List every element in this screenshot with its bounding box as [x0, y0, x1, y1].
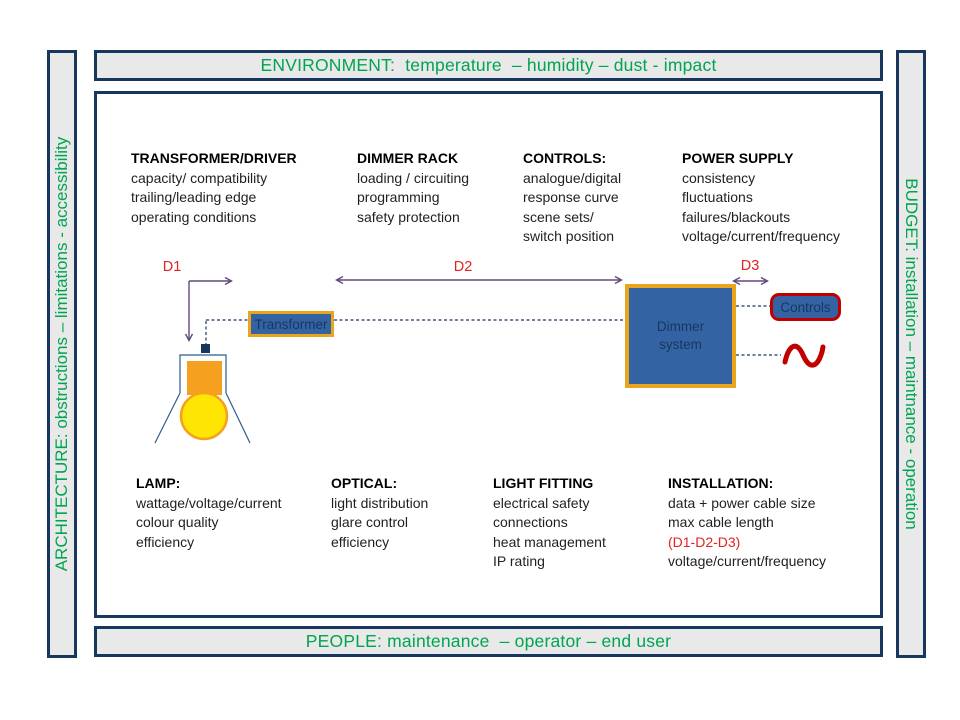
lamp-icon [155, 344, 250, 443]
controls-box [770, 293, 841, 321]
note-line: analogue/digital [523, 169, 622, 186]
note-line: operating conditions [131, 208, 257, 225]
note-line: max cable length [668, 514, 774, 530]
budget-banner [896, 50, 926, 658]
budget-banner-text: BUDGET: installation – maintnance - operation [902, 178, 921, 530]
note-line: heat management [493, 533, 606, 550]
note-heading: LIGHT FITTING [493, 475, 594, 491]
note-heading: CONTROLS: [523, 150, 607, 166]
note-transformer-driver [131, 149, 297, 227]
note-line: scene sets/ [523, 208, 594, 225]
note-line: wattage/voltage/current [136, 494, 282, 511]
note-line: safety protection [357, 208, 460, 225]
sine-wave-icon [785, 346, 823, 365]
note-controls [523, 149, 621, 247]
transformer-box-label: Transformer [254, 316, 328, 332]
note-heading: POWER SUPPLY [682, 150, 794, 166]
note-line: fluctuations [682, 189, 753, 205]
note-line: data + power cable size [668, 494, 816, 511]
note-light-fitting [493, 474, 606, 572]
controls-box-label: Controls [780, 299, 831, 315]
architecture-banner-text: ARCHITECTURE: obstructions – limitations - accessibility [52, 136, 71, 572]
note-line: colour quality [136, 514, 219, 530]
dimmer-system-box [625, 284, 736, 388]
note-line: electrical safety [493, 494, 590, 511]
note-line: trailing/leading edge [131, 189, 257, 205]
d3-label: D3 [740, 258, 760, 274]
note-heading: TRANSFORMER/DRIVER [131, 150, 297, 166]
note-line: capacity/ compatibility [131, 169, 268, 186]
note-line-distances: (D1-D2-D3) [668, 533, 741, 550]
people-banner [94, 626, 883, 657]
note-line: programming [357, 189, 440, 205]
note-heading: INSTALLATION: [668, 475, 774, 491]
note-line: loading / circuiting [357, 169, 470, 186]
note-line: response curve [523, 189, 619, 205]
note-lamp [136, 474, 282, 552]
note-power-supply [682, 149, 840, 247]
people-banner-text: PEOPLE: maintenance – operator – end user [305, 631, 672, 651]
environment-banner [94, 50, 883, 81]
d1-label: D1 [162, 259, 182, 275]
d1-arrow [189, 281, 231, 340]
note-installation [668, 474, 826, 572]
dimmer-box-line1: Dimmer [656, 319, 705, 334]
note-line: light distribution [331, 494, 429, 511]
note-heading: LAMP: [136, 475, 181, 491]
note-line: switch position [523, 228, 615, 244]
note-line: glare control [331, 514, 409, 530]
note-line: failures/blackouts [682, 208, 791, 225]
note-line: IP rating [493, 553, 545, 569]
diagram-area [94, 91, 883, 618]
note-line: voltage/current/frequency [682, 228, 840, 244]
note-line: voltage/current/frequency [668, 553, 826, 569]
note-heading: DIMMER RACK [357, 150, 459, 166]
transformer-box [248, 311, 334, 337]
note-line: efficiency [331, 533, 390, 550]
note-line: efficiency [136, 533, 195, 550]
note-line: consistency [682, 169, 756, 186]
dimmer-box-line2: system [659, 337, 702, 352]
note-heading: OPTICAL: [331, 475, 398, 491]
environment-banner-text: ENVIRONMENT: temperature – humidity – dust - impact [260, 55, 717, 75]
architecture-banner [47, 50, 77, 658]
note-line: connections [493, 514, 568, 530]
note-dimmer-rack [357, 149, 469, 227]
note-optical [331, 474, 428, 552]
d2-label: D2 [453, 259, 473, 275]
